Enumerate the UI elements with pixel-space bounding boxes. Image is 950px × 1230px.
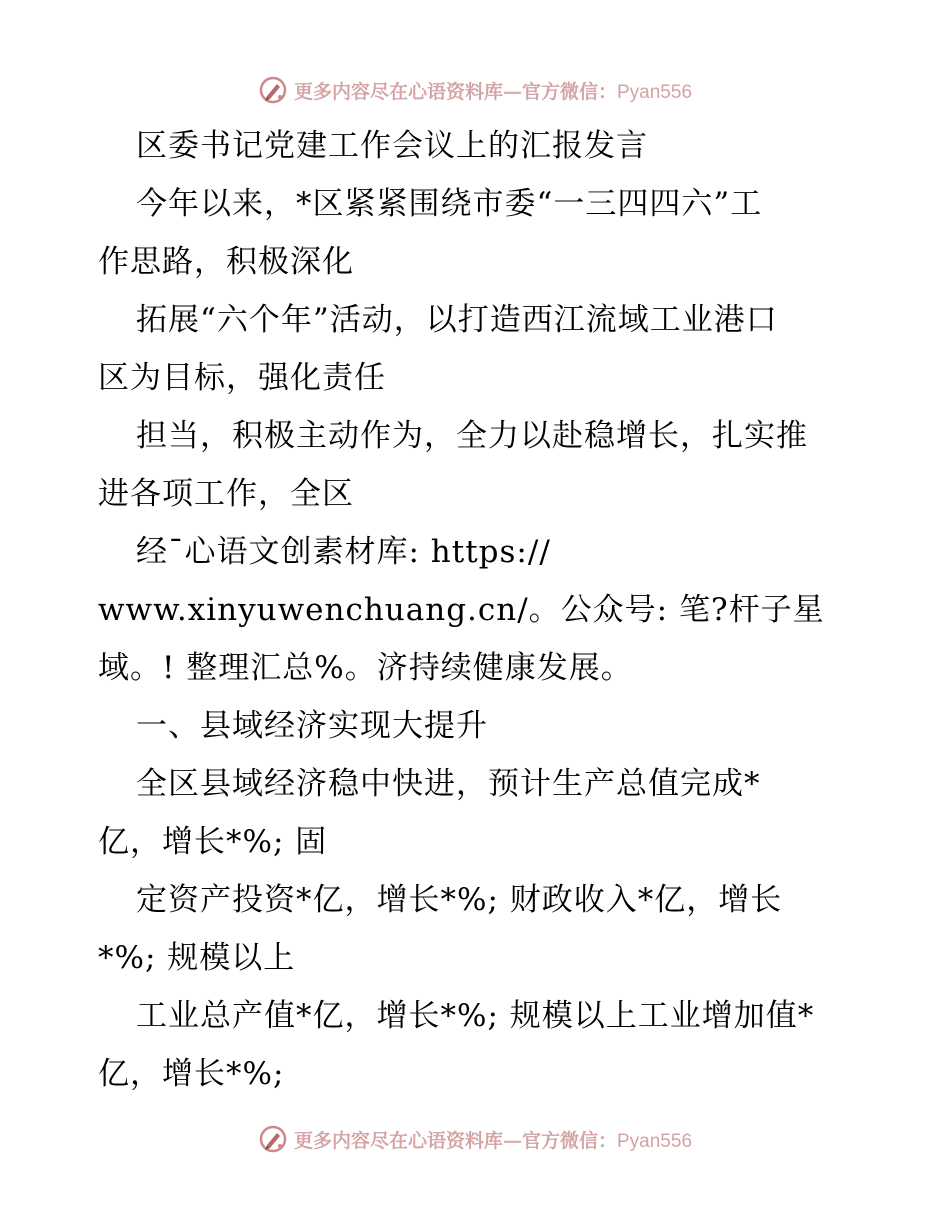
text-line: 经¯心语文创素材库: https:// (136, 534, 551, 570)
text-line: 区为目标，强化责任 (98, 360, 386, 396)
text-line: 一、县域经济实现大提升 (136, 708, 488, 744)
header-watermark (0, 73, 950, 107)
text-line: www.xinyuwenchuang.cn/。公众号: 笔?杆子星 (98, 592, 825, 628)
text-line: 亿，增长*%; 固 (98, 824, 328, 860)
text-line: 担当，积极主动作为，全力以赴稳增长，扎实推 (136, 418, 808, 454)
pen-logo-icon (258, 75, 288, 105)
text-line: *%; 规模以上 (98, 940, 296, 976)
document-body (98, 117, 858, 1103)
watermark-text: 更多内容尽在心语资料库—官方微信：Pyan556 (293, 1129, 693, 1152)
text-line: 作思路，积极深化 (98, 244, 354, 280)
text-line: 全区县域经济稳中快进，预计生产总值完成* (136, 766, 761, 802)
text-line: 亿，增长*%; (98, 1056, 285, 1092)
text-line: 进各项工作，全区 (98, 476, 354, 512)
text-line: 区委书记党建工作会议上的汇报发言 (136, 128, 648, 164)
pen-logo-icon (258, 1124, 288, 1154)
text-line: 域。! 整理汇总%。济持续健康发展。 (98, 650, 633, 686)
text-line: 定资产投资*亿，增长*%; 财政收入*亿，增长 (136, 882, 783, 918)
text-line: 拓展“六个年”活动，以打造西江流域工业港口 (136, 302, 778, 338)
footer-watermark (0, 1122, 950, 1156)
text-line: 工业总产值*亿，增长*%; 规模以上工业增加值* (136, 998, 815, 1034)
watermark-text: 更多内容尽在心语资料库—官方微信：Pyan556 (293, 80, 693, 103)
text-line: 今年以来，*区紧紧围绕市委“一三四四六”工 (136, 186, 763, 222)
